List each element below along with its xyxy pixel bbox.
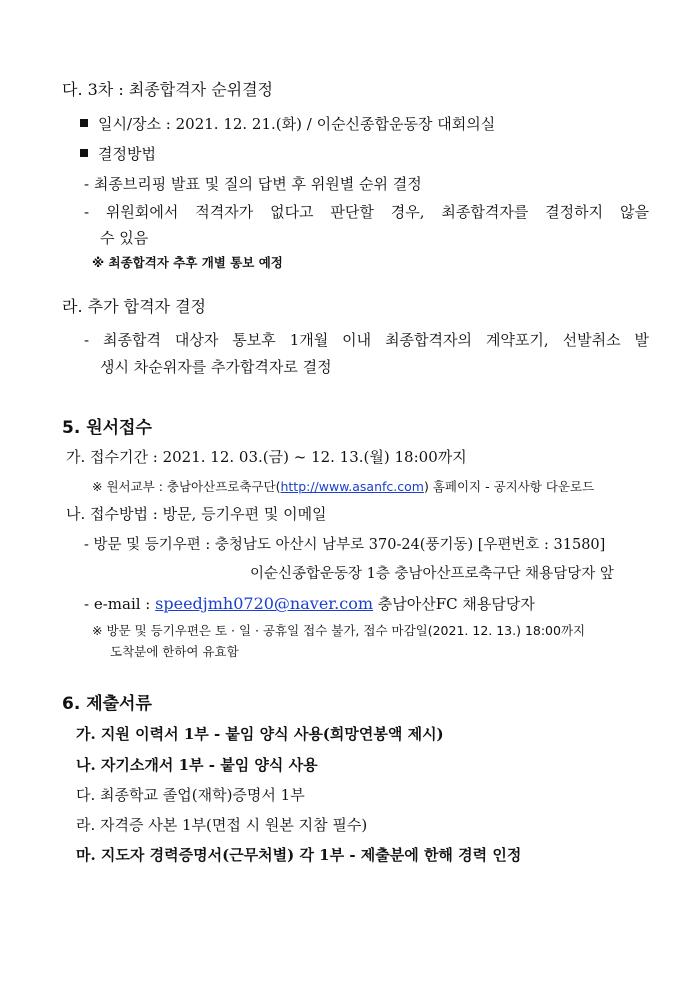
doc-item-graduation: 다. 최종학교 졸업(재학)증명서 1부 (76, 786, 305, 804)
doc-item-license: 라. 자격증 사본 1부(면접 시 원본 지참 필수) (76, 816, 368, 834)
deadline-note-cont: 도착분에 한하여 유효함 (110, 644, 239, 659)
section-5-heading: 5. 원서접수 (62, 418, 152, 438)
schedule-item (80, 114, 495, 134)
application-period: 가. 접수기간 : 2021. 12. 03.(금) ~ 12. 13.(월) 18:00까지 (66, 448, 467, 466)
form-distribution-note (92, 477, 594, 497)
method-item (80, 144, 156, 164)
visit-mail-line: - 방문 및 등기우편 : 충청남도 아산시 남부로 370-24(풍기동) [우편번호 : 31580] (84, 537, 606, 553)
deadline-note: ※ 방문 및 등기우편은 토 · 일 · 공휴일 접수 불가, 접수 마감일(2021. 12. 13.) 18:00까지 (92, 623, 586, 638)
doc-item-resume: 가. 지원 이력서 1부 - 붙임 양식 사용(희망연봉액 제시) (76, 725, 444, 743)
schedule-text: 일시/장소 : 2021. 12. 21.(화) / 이순신종합운동장 대회의실 (98, 115, 496, 133)
final-notice-note: ※ 최종합격자 추후 개별 통보 예정 (92, 255, 283, 270)
doc-item-career: 마. 지도자 경력증명서(근무처별) 각 1부 - 제출분에 한해 경력 인정 (76, 846, 522, 864)
briefing-line: - 최종브리핑 발표 및 질의 답변 후 위원별 순위 결정 (84, 175, 422, 193)
visit-mail-line-cont: 이순신종합운동장 1층 충남아산프로축구단 채용담당자 앞 (250, 566, 614, 582)
email-line (84, 594, 535, 614)
square-bullet-icon (80, 119, 88, 127)
section-6-heading: 6. 제출서류 (62, 694, 152, 714)
note-suffix: ) 홈페이지 - 공지사항 다운로드 (423, 479, 595, 494)
application-method: 나. 접수방법 : 방문, 등기우편 및 이메일 (66, 505, 327, 523)
section-ra-heading: 라. 추가 합격자 결정 (62, 297, 206, 316)
email-suffix: 충남아산FC 채용담당자 (373, 595, 535, 613)
email-prefix: - e-mail : (84, 595, 156, 613)
additional-line-cont: 생시 차순위자를 추가합격자로 결정 (100, 358, 332, 376)
square-bullet-icon (80, 149, 88, 157)
asanfc-link[interactable]: http://www.asanfc.com (280, 479, 424, 494)
doc-item-intro: 나. 자기소개서 1부 - 붙임 양식 사용 (76, 756, 318, 774)
method-text: 결정방법 (98, 145, 156, 163)
email-link[interactable]: speedjmh0720@naver.com (155, 594, 374, 613)
additional-line: - 최종합격 대상자 통보후 1개월 이내 최종합격자의 계약포기, 선발취소 발 (84, 331, 649, 349)
note-prefix: ※ 원서교부 : 충남아산프로축구단( (92, 479, 281, 494)
committee-line-cont: 수 있음 (100, 229, 149, 247)
committee-line: - 위원회에서 적격자가 없다고 판단할 경우, 최종합격자를 결정하지 않을 (84, 203, 649, 221)
section-da-heading: 다. 3차 : 최종합격자 순위결정 (62, 80, 274, 99)
